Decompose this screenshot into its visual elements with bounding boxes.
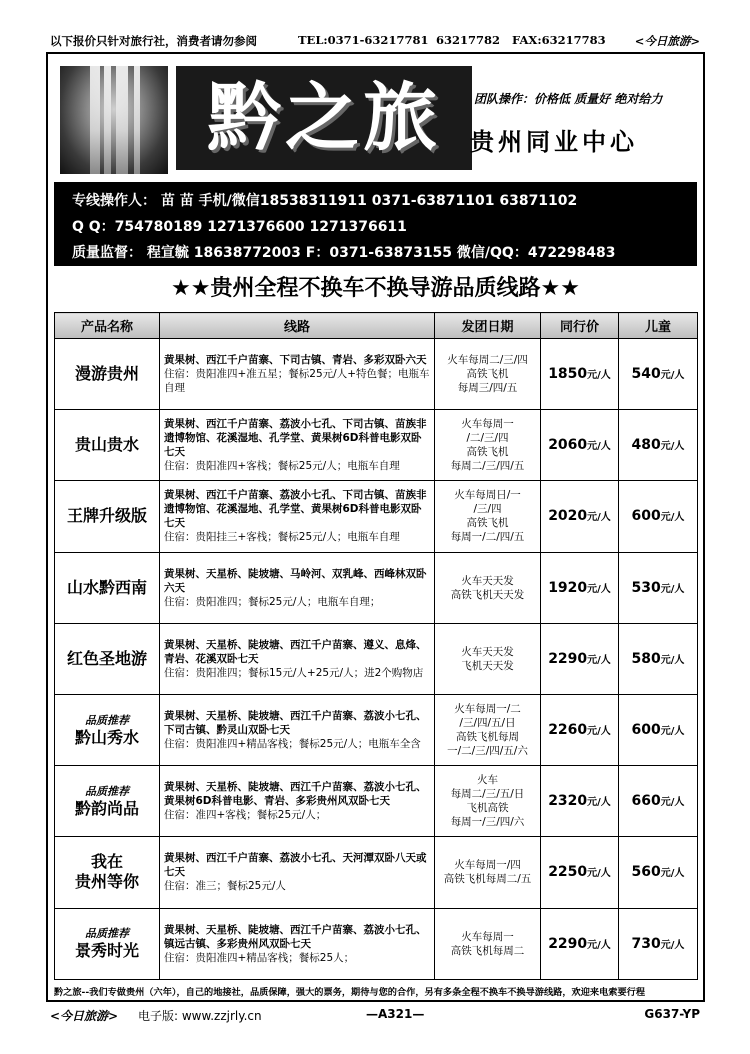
stay-text: 住宿：贵阳准四+精品客栈；餐标25元/人；电瓶车全含: [164, 738, 421, 751]
peer-price-cell: [541, 908, 619, 979]
departure-date: 火车天天发 高铁飞机天天发: [435, 552, 541, 623]
route-cell: [160, 481, 435, 552]
publication-name-bottom: <今日旅游>: [50, 1009, 119, 1023]
waterfall-photo: [60, 66, 168, 174]
product-name: 黔山秀水: [74, 727, 139, 747]
price-unit: 元/人: [587, 797, 611, 809]
route-cell: [160, 694, 435, 765]
price-unit: 元/人: [660, 441, 685, 453]
price-unit: 元/人: [660, 797, 685, 809]
stay-text: 住宿：准三；餐标25元/人: [164, 880, 286, 893]
table-row: [55, 623, 698, 694]
peer-price: 2290: [548, 650, 588, 667]
table-row: [55, 837, 698, 908]
peer-price: 2290: [548, 935, 588, 952]
banner: [54, 60, 697, 178]
peer-price: 1850: [548, 366, 588, 383]
header-price: 同行价: [541, 313, 619, 339]
route-text: 黄果树、西江千户苗寨、荔波小七孔、下司古镇、苗族非遗博物馆、花溪湿地、孔学堂、黄果树6D科普电影双卧七天: [164, 418, 427, 459]
table-row: [55, 339, 698, 410]
product-name-cell: [55, 694, 160, 765]
product-name: 黔韵尚品: [74, 798, 139, 818]
fax-number: FAX:63217783: [512, 33, 606, 47]
departure-date: 火车每周一 高铁飞机每周二: [435, 908, 541, 979]
top-info-bar: [50, 31, 700, 49]
tel-number-2: 63217782: [436, 33, 501, 47]
table-row: [55, 908, 698, 979]
table-row: [55, 552, 698, 623]
peer-price: 2320: [548, 793, 588, 810]
table-row: [55, 694, 698, 765]
peer-price-cell: [541, 339, 619, 410]
product-name: 山水黔西南: [66, 577, 147, 597]
departure-date: 火车每周一/二 /三/四/五/日 高铁飞机每周 一/二/三/四/五/六: [435, 694, 541, 765]
price-unit: 元/人: [587, 512, 611, 524]
ad-code: G637-YP: [644, 1007, 700, 1021]
tel-number: TEL:0371-63217781: [298, 33, 429, 47]
peer-price: 2260: [548, 722, 588, 739]
price-unit: 元/人: [587, 441, 611, 453]
table-row: [55, 410, 698, 481]
contact-line-qq: Q Q：754780189 1271376600 1271376611: [72, 219, 407, 235]
route-text: 黄果树、天星桥、陡坡塘、西江千户苗寨、遵义、息烽、青岩、花溪双卧七天: [164, 638, 427, 665]
product-name-cell: [55, 410, 160, 481]
price-unit: 元/人: [587, 583, 611, 595]
table-row: [55, 766, 698, 837]
peer-price-cell: [541, 410, 619, 481]
child-price-cell: [619, 339, 698, 410]
price-unit: 元/人: [660, 939, 685, 951]
departure-date: 火车每周二/三/四 高铁飞机 每周三/四/五: [435, 339, 541, 410]
product-name: 王牌升级版: [66, 506, 147, 526]
child-price: 660: [631, 793, 661, 810]
peer-price-cell: [541, 837, 619, 908]
route-cell: [160, 766, 435, 837]
child-price: 730: [631, 935, 661, 952]
peer-price: 1920: [548, 579, 588, 596]
price-unit: 元/人: [660, 583, 685, 595]
stay-text: 住宿：准四+客栈；餐标25元/人；: [164, 809, 327, 822]
route-price-table: [54, 312, 698, 980]
table-row: [55, 481, 698, 552]
route-text: 黄果树、西江千户苗寨、荔波小七孔、下司古镇、苗族非遗博物馆、花溪湿地、孔学堂、黄果树6D科普电影双卧七天: [164, 489, 427, 530]
price-unit: 元/人: [587, 726, 611, 738]
contact-block: [54, 182, 697, 266]
child-price-cell: [619, 694, 698, 765]
price-unit: 元/人: [660, 512, 685, 524]
bottom-bar: [50, 1004, 700, 1024]
child-price-cell: [619, 623, 698, 694]
child-price: 480: [631, 437, 661, 454]
product-name-cell: [55, 908, 160, 979]
child-price-cell: [619, 837, 698, 908]
contact-line-operator: 专线操作人： 苗 苗 手机/微信18538311911 0371-63871101 63871102: [72, 193, 578, 209]
route-cell: [160, 339, 435, 410]
child-price-cell: [619, 552, 698, 623]
child-price-cell: [619, 481, 698, 552]
quality-tag: 品质推荐: [85, 784, 129, 798]
price-unit: 元/人: [587, 370, 611, 382]
child-price-cell: [619, 766, 698, 837]
peer-price-cell: [541, 694, 619, 765]
website: 电子版: www.zzjrly.cn: [138, 1009, 262, 1023]
price-unit: 元/人: [660, 726, 685, 738]
slogan: 团队操作：价格低 质量好 绝对给力: [474, 92, 663, 106]
price-unit: 元/人: [660, 654, 685, 666]
header-route: 线路: [160, 313, 435, 339]
product-name: 红色圣地游: [66, 648, 147, 668]
price-unit: 元/人: [660, 370, 685, 382]
product-name-cell: [55, 623, 160, 694]
route-cell: [160, 908, 435, 979]
peer-price-cell: [541, 766, 619, 837]
child-price: 560: [631, 864, 661, 881]
route-cell: [160, 623, 435, 694]
quality-tag: 品质推荐: [85, 713, 129, 727]
child-price: 600: [631, 508, 661, 525]
route-text: 黄果树、天星桥、陡坡塘、西江千户苗寨、荔波小七孔、镇远古镇、多彩贵州风双卧七天: [164, 923, 427, 950]
footnote: 黔之旅--我们专做贵州（六年），自己的地接社，品质保障，强大的票务，期待与您的合作，另有多条全程不换车不换导游线路，欢迎来电索要行程: [54, 987, 646, 998]
quality-tag: 品质推荐: [85, 927, 129, 941]
child-price: 600: [631, 722, 661, 739]
peer-price-cell: [541, 552, 619, 623]
product-name: 漫游贵州: [74, 364, 139, 384]
price-unit: 元/人: [587, 868, 611, 880]
product-name-cell: [55, 837, 160, 908]
departure-date: 火车每周日/一 /三/四 高铁飞机 每周一/二/四/五: [435, 481, 541, 552]
peer-price: 2060: [548, 437, 588, 454]
stay-text: 住宿：贵阳挂三+客栈；餐标25元/人；电瓶车自理: [164, 531, 400, 544]
product-name-cell: [55, 481, 160, 552]
route-text: 黄果树、天星桥、陡坡塘、西江千户苗寨、荔波小七孔、下司古镇、黔灵山双卧七天: [164, 710, 427, 737]
peer-price-cell: [541, 481, 619, 552]
ad-frame: [46, 52, 705, 1002]
contact-line-supervisor: 质量监督： 程宣毓 18638772003 F：0371-63873155 微信/QQ：472298483: [72, 245, 616, 261]
product-name: 景秀时光: [74, 941, 139, 961]
child-price: 540: [631, 366, 661, 383]
product-name-cell: [55, 552, 160, 623]
product-name: 贵山贵水: [74, 435, 139, 455]
stay-text: 住宿：贵阳准四；餐标25元/人；电瓶车自理；: [164, 595, 381, 608]
peer-price-cell: [541, 623, 619, 694]
agency-only-notice: 以下报价只针对旅行社，消费者请勿参阅: [50, 34, 257, 48]
stay-text: 住宿：贵阳准四+客栈；餐标25元/人；电瓶车自理: [164, 460, 400, 473]
page-number: —A321—: [366, 1007, 425, 1021]
stay-text: 住宿：贵阳准四+准五星；餐标25元/人+特色餐；电瓶车自理: [164, 368, 430, 395]
route-text: 黄果树、天星桥、陡坡塘、西江千户苗寨、荔波小七孔、黄果树6D科普电影、青岩、多彩贵州风双卧七天: [164, 781, 427, 808]
departure-date: 火车每周一 /二/三/四 高铁飞机 每周二/三/四/五: [435, 410, 541, 481]
header-date: 发团日期: [435, 313, 541, 339]
stay-text: 住宿：贵阳准四；餐标15元/人+25元/人；进2个购物店: [164, 666, 424, 679]
header-product: 产品名称: [55, 313, 160, 339]
departure-date: 火车 每周二/三/五/日 飞机高铁 每周一/三/四/六: [435, 766, 541, 837]
route-cell: [160, 837, 435, 908]
peer-price: 2250: [548, 864, 588, 881]
route-text: 黄果树、西江千户苗寨、下司古镇、青岩、多彩双卧六天: [164, 354, 427, 367]
child-price-cell: [619, 410, 698, 481]
route-cell: [160, 410, 435, 481]
price-unit: 元/人: [587, 654, 611, 666]
center-name: 贵州同业中心: [470, 127, 638, 156]
price-unit: 元/人: [660, 868, 685, 880]
product-name-cell: [55, 766, 160, 837]
route-text: 黄果树、天星桥、陡坡塘、马岭河、双乳峰、西峰林双卧六天: [164, 567, 427, 594]
publication-name: <今日旅游>: [634, 34, 700, 48]
departure-date: 火车每周一/四 高铁飞机每周二/五: [435, 837, 541, 908]
child-price: 580: [631, 650, 661, 667]
departure-date: 火车天天发 飞机天天发: [435, 623, 541, 694]
brand-logo: 黔之旅: [176, 66, 472, 170]
route-cell: [160, 552, 435, 623]
stay-text: 住宿：贵阳准四+精品客栈；餐标25人；: [164, 951, 355, 964]
route-text: 黄果树、西江千户苗寨、荔波小七孔、天河潭双卧八天或七天: [164, 852, 427, 879]
product-name-cell: [55, 339, 160, 410]
child-price: 530: [631, 579, 661, 596]
child-price-cell: [619, 908, 698, 979]
header-kid: 儿童: [619, 313, 698, 339]
table-header-row: [55, 313, 698, 339]
headline: ★★贵州全程不换车不换导游品质线路★★: [171, 276, 580, 301]
product-name: 我在 贵州等你: [74, 852, 139, 892]
peer-price: 2020: [548, 508, 588, 525]
price-unit: 元/人: [587, 939, 611, 951]
